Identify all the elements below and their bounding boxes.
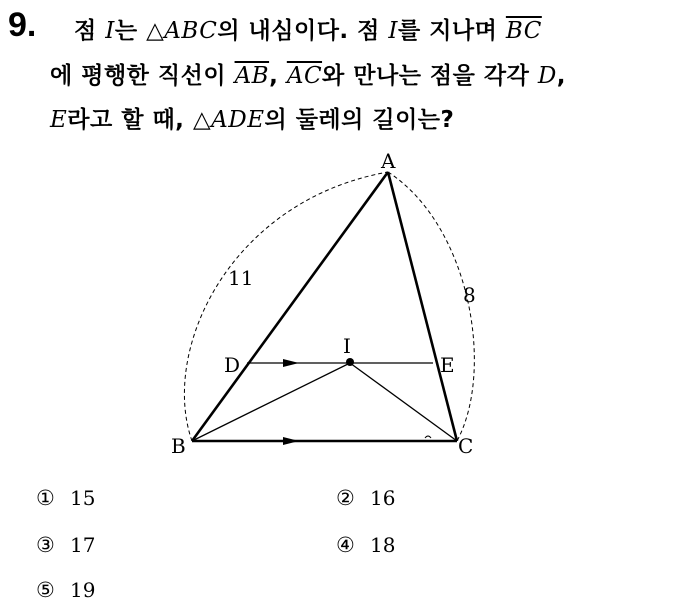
math-D: D (537, 63, 557, 89)
segment-AB: $\overline{AB}$ (234, 63, 270, 89)
math-E: E (50, 107, 68, 133)
text: 를 지나며 (397, 18, 506, 44)
question-line-2 (50, 57, 566, 90)
label-B: B (171, 434, 186, 458)
incenter-point (346, 358, 354, 366)
choice-value: 15 (70, 486, 96, 510)
segment-BI (192, 363, 350, 441)
text: 는 (114, 18, 147, 44)
text: 와 만나는 점을 각각 (322, 63, 538, 89)
label-D: D (224, 353, 241, 377)
triangle-symbol: △ (146, 18, 165, 44)
choice-value: 19 (70, 578, 96, 602)
length-label-AB: 11 (228, 266, 254, 290)
choice-mark: ① (36, 486, 55, 510)
choice-mark: ④ (336, 533, 355, 557)
choice-3[interactable] (36, 533, 95, 557)
math-I: I (105, 18, 115, 44)
text: 에 평행한 직선이 (50, 63, 235, 89)
choice-mark: ⑤ (36, 578, 55, 602)
text: , (269, 63, 287, 89)
choice-5[interactable] (36, 578, 95, 602)
angle-mark-C (425, 436, 431, 438)
text: 의 내심이다. 점 (217, 18, 389, 44)
length-label-AC: 8 (463, 283, 476, 307)
text: 의 둘레의 길이는? (264, 107, 455, 133)
segment-BC: $\overline{BC}$ (505, 18, 542, 44)
label-A: A (381, 149, 396, 173)
math-ADE: ADE (211, 107, 265, 133)
choice-value: 18 (370, 533, 396, 557)
choice-value: 16 (370, 486, 396, 510)
choice-value: 17 (70, 533, 96, 557)
label-C: C (458, 434, 474, 458)
label-E: E (440, 353, 455, 377)
parallel-arrow-BC (283, 437, 299, 445)
choice-2[interactable] (336, 486, 395, 510)
choice-1[interactable] (36, 486, 95, 510)
choice-mark: ③ (36, 533, 55, 557)
triangle-figure (0, 140, 675, 475)
question-line-3 (50, 101, 454, 134)
choice-mark: ② (336, 486, 355, 510)
choice-4[interactable] (336, 533, 395, 557)
triangle-symbol: △ (192, 107, 212, 133)
math-ABC: ABC (164, 18, 218, 44)
text: 점 (74, 18, 106, 44)
side-AC (388, 172, 457, 441)
side-AB (192, 172, 388, 441)
text: , (556, 63, 567, 89)
segment-AC: $\overline{AC}$ (286, 63, 323, 89)
math-I: I (388, 18, 398, 44)
question-line-1 (74, 12, 542, 45)
parallel-arrow-DE (283, 359, 299, 367)
question-number: 9. (8, 6, 37, 44)
text: 라고 할 때, (67, 107, 193, 133)
label-I: I (343, 334, 351, 358)
